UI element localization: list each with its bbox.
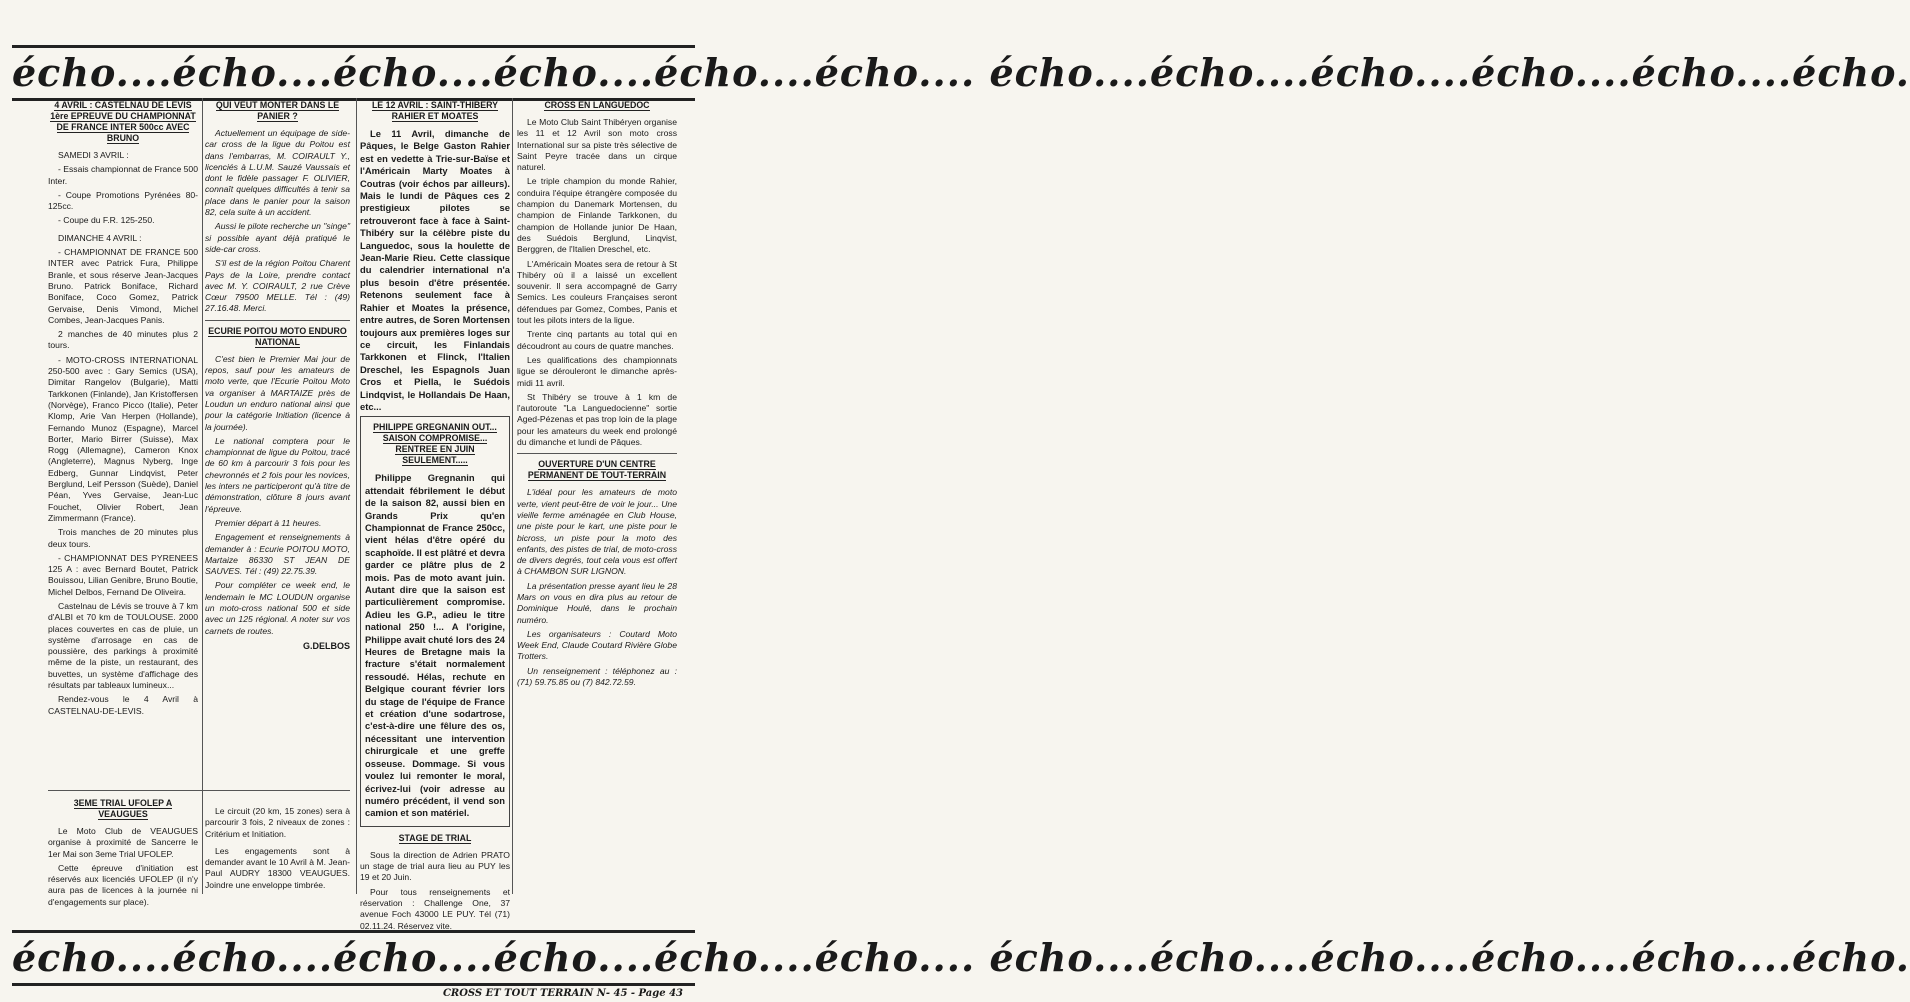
paragraph: Aussi le pilote recherche un "singe" si possible ayant déjà pratiqué le side-car cross.	[205, 221, 350, 254]
article-trial-ufolep	[48, 796, 198, 916]
paragraph: Le Moto Club Saint Thibéryen organise les 11 et 12 Avril son moto cross International sur sa piste très sélective de Saint Peyre tracée dans un cirque naturel.	[517, 117, 677, 173]
paragraph: Engagement et renseignements à demander à : Ecurie POITOU MOTO, Martaize 86330 ST JEAN DE SAUVES. Tél : (49) 22.75.39.	[205, 532, 350, 577]
paragraph: S'il est de la région Poitou Charent Pays de la Loire, prendre contact avec M. Y. COIRAULT, 2 rue Crève Cœur 79500 MELLE. Tél : (49) 27.16.48. Merci.	[205, 258, 350, 314]
paragraph: La présentation presse ayant lieu le 28 Mars on vous en dira plus au retour de Dominique Houlé, dans le prochain numéro.	[517, 580, 677, 625]
paragraph: Castelnau de Lévis se trouve à 7 km d'ALBI et 70 km de TOULOUSE. 2000 places couvertes en cas de pluie, un système d'arrosage en cas de poussière, des parkings à proximité même de la piste, un restaurant, des buvettes, un système d'affichage des résultats par tableaux lumineux...	[48, 600, 198, 691]
paragraph: Les organisateurs : Coutard Moto Week End, Claude Coutard Rivière Globe Trotters.	[517, 628, 677, 662]
article-cross-languedoc	[517, 98, 677, 897]
article-trial-ufolep-cont	[205, 806, 350, 916]
page-footer: CROSS ET TOUT TERRAIN N- 45 - Page 43	[442, 988, 683, 999]
article-heading: 3EME TRIAL UFOLEP A VEAUGUES	[73, 798, 173, 819]
article-heading: LE 12 AVRIL : SAINT-THIBERY RAHIER ET MOATES	[371, 100, 499, 121]
paragraph: Trente cinq partants au total qui en découdront au cours de quatre manches.	[517, 329, 677, 351]
paragraph: Les qualifications des championnats ligue se dérouleront le dimanche après-midi 11 avril.	[517, 354, 677, 388]
author-signature: G.DELBOS	[302, 640, 350, 651]
divider	[48, 790, 350, 791]
article-heading: OUVERTURE D'UN CENTRE PERMANENT DE TOUT-TERRAIN	[527, 459, 667, 481]
paragraph: Le triple champion du monde Rahier, conduira l'équipe étrangère composée du champion du Danemark Mortensen, du champion de Finlande Tarkkonen, du champion de Hollande junior De Haan, des Suédois Berglund, Linqvist, Berggren, de l'Italien Dreschel, etc.	[517, 176, 677, 255]
paragraph: - Coupe Promotions Pyrénées 80-125cc.	[48, 189, 198, 212]
article-heading: STAGE DE TRIAL	[398, 832, 472, 843]
paragraph: Pour tous renseignements et réservation : Challenge One, 37 avenue Foch 43000 LE PUY. Tél (71) 02.11.24. Réservez vite.	[360, 886, 510, 931]
paragraph: Cette épreuve d'initiation est réservés aux licenciés UFOLEP (il n'y aura pas de licences à la journée ni d'engagements sur place).	[48, 862, 198, 907]
divider	[205, 320, 350, 321]
column-divider	[356, 98, 357, 894]
article-castelnau	[48, 98, 198, 787]
paragraph: Rendez-vous le 4 Avril à CASTELNAU-DE-LEVIS.	[48, 694, 198, 716]
paragraph: Sous la direction de Adrien PRATO un stage de trial aura lieu au PUY les 19 et 20 Juin.	[360, 849, 510, 883]
paragraph: Les engagements sont à demander avant le 10 Avril à M. Jean-Paul AUDRY 18300 VEAUGUES. Joindre une enveloppe timbrée.	[205, 845, 350, 890]
paragraph: - Essais championnat de France 500 Inter.	[48, 164, 198, 186]
paragraph: Le circuit (20 km, 15 zones) sera à parcourir 3 fois, 2 niveaux de zones : Critérium et Initiation.	[205, 806, 350, 839]
echo-banner-top: écho....écho....écho....écho....écho....écho.... écho....écho....écho....écho....écho....écho.	[12, 45, 695, 101]
paragraph: L'idéal pour les amateurs de moto verte, vient peut-être de voir le jour... Une vieille ferme aménagée en Club House, une piste pour le kart, une piste pour le bicross, un piste pour la moto des enfants, des pistes de trial, de moto-cross de divers degrés, tout cela vous est offert à CHAMBON SUR LIGNON.	[517, 487, 677, 577]
paragraph: St Thibéry se trouve à 1 km de l'autoroute "La Languedocienne" sortie Aged-Pézenas et pas trop loin de la plage pour les amateurs du week end prolongé du dimanche et lundi de Pâques.	[517, 391, 677, 448]
paragraph: SAMEDI 3 AVRIL :	[58, 150, 129, 160]
article-heading: PHILIPPE GREGNANIN OUT... SAISON COMPROMISE... RENTREE EN JUIN SEULEMENT.....	[373, 422, 497, 466]
paragraph: Pour compléter ce week end, le lendemain le MC LOUDUN organise un moto-cross national 500 et side avec un 125 régional. A noter sur vos carnets de routes.	[205, 580, 350, 636]
paragraph: - CHAMPIONNAT DE FRANCE 500 INTER avec Patrick Fura, Philippe Branle, et sous réserve Jean-Jacques Bruno. Patrick Boniface, Richard Boniface, Coco Gomez, Patrick Gervaise, Denis Vimond, Michel Combes, Jean-Jacques Panis.	[48, 247, 198, 325]
paragraph: Le 11 Avril, dimanche de Pâques, le Belge Gaston Rahier est en vedette à Trie-sur-Baïse et l'Américain Marty Moates à Coutras (voir échos par ailleurs). Mais le lundi de Pâques ces 2 prestigieux pilotes se retrouveront face à face à Saint-Thibéry sur la célèbre piste du Languedoc, sous la houlette de Jean-Marie Rieu. Cette classique du calendrier international n'a plus besoin d'être présentée. Retenons seulement face à Rahier et Moates la présence, entre autres, de Soren Mortensen toujours aux premières loges sur ce circuit, les Finlandais Tarkkonen et Flinck, l'Italien Dreschel, les Espagnols Juan Cros et Piella, le Suédois Lindqvist, le Hollandais De Haan, etc...	[360, 128, 510, 412]
echo-banner-bottom: écho....écho....écho....écho....écho....écho.... écho....écho....écho....écho....écho....écho.	[12, 930, 695, 986]
paragraph: Philippe Gregnanin qui attendait fébrilement le début de la saison 82, aussi bien en Grands Prix qu'en Championnat de France 250cc, vient hélas d'être opéré du scaphoïde. Il est plâtré et devra garder ce plâtre plus de 2 mois. Pas de moto avant juin. Autant dire que la saison est particulièrement compromise. Adieu les G.P., adieu le titre national 250 !... A l'origine, Philippe avait chuté lors des 24 Heures de Bretagne mais la fracture s'était normalement ressoudé. Hélas, rechute en Belgique courant février lors du stage de l'équipe de France et création d'une sodartrose, c'est-à-dire une fêlure des os, nécessitant une intervention chirurgicale et une greffe osseuse. Dommage. Si vous voulez lui remonter le moral, écrivez-lui (voir adresse au numéro précédent, il vend son camion et son matériel.	[365, 472, 505, 819]
paragraph: - CHAMPIONNAT DES PYRENEES 125 A : avec Bernard Boutet, Patrick Bouissou, Lilian Genibre, Bruno Boutie, Michel Delbos, Fernand De Oliveira.	[48, 552, 199, 597]
article-heading: 4 AVRIL : CASTELNAU DE LEVIS 1ère EPREUVE DU CHAMPIONNAT DE FRANCE INTER 500cc AVEC BRUNO	[50, 100, 196, 143]
paragraph: 2 manches de 40 minutes plus 2 tours.	[48, 329, 198, 351]
column-divider	[202, 98, 203, 894]
article-heading: ECURIE POITOU MOTO ENDURO NATIONAL	[208, 325, 347, 347]
paragraph: Un renseignement : téléphonez au : (71) 59.75.85 ou (7) 842.72.59.	[517, 665, 677, 688]
paragraph: L'Américain Moates sera de retour à St Thibéry où il a laissé un excellent souvenir. Il sera accompagné de Garry Semics. Les couleurs Françaises seront défendues par Gomez, Combes, Panis et tout les pilots inters de la ligue.	[517, 258, 677, 326]
article-heading: CROSS EN LANGUEDOC	[544, 100, 650, 110]
paragraph: - MOTO-CROSS INTERNATIONAL 250-500 avec : Gary Semics (USA), Dimitar Rangelov (Bulgarie), Matti Tarkkonen (Finlande), Jan Kristoffersen (Norvège), Franco Picco (Italie), Peter Klomp, Arie Van Herpen (Hollande), Fernando Munoz (Espagne), Marcel Borter, Mario Birrer (Suisse), Max Rogg (Allemagne), Cameron Knox (Angleterre), Magnus Nyberg, Inge Edberg, Gunnar Lindqvist, Peter Berglund, Leif Persson (Suède), Daniel Péan, Yves Gervaise, Jean-Luc Fouchet, Olivier Robert, Jean Zimmermann (France).	[48, 354, 198, 523]
divider	[517, 453, 677, 454]
paragraph: DIMANCHE 4 AVRIL :	[58, 232, 142, 243]
paragraph: Trois manches de 20 minutes plus deux tours.	[48, 527, 198, 549]
article-gregnanin-box	[360, 416, 510, 826]
article-heading: QUI VEUT MONTER DANS LE PANIER ?	[215, 100, 340, 121]
article-side-car	[205, 98, 350, 787]
column-divider	[512, 98, 513, 894]
paragraph: C'est bien le Premier Mai jour de repos, sauf pour les amateurs de moto verte, que l'Ecurie Poitou Moto va organiser à MARTAIZE près de Loudun un enduro national ainsi que pour la catégorie Initiation (licence à la journée).	[205, 353, 350, 432]
paragraph: - Coupe du F.R. 125-250.	[58, 215, 155, 226]
paragraph: Le Moto Club de VEAUGUES organise à proximité de Sancerre le 1er Mai son 3eme Trial UFOLEP.	[48, 826, 198, 859]
paragraph: Premier départ à 11 heures.	[215, 517, 322, 528]
article-saint-thibery	[360, 98, 510, 931]
paragraph: Actuellement un équipage de side-car cross de la ligue du Poitou est dans l'embarras, M. COIRAULT Y., licenciés à L.U.M. Sauzé Vaussais et dont le fidèle passager F. OLIVIER, connaît quelques difficultés à tenir sa place dans le panier pour la saison 82, cela suite à un accident.	[205, 128, 350, 218]
paragraph: Le national comptera pour le championnat de ligue du Poitou, tracé de 60 km à parcourir 3 fois pour les chevronnés et 2 fois pour les novices, les inters ne participeront qu'à titre de démonstration, clôture 8 jours avant l'épreuve.	[205, 435, 350, 514]
